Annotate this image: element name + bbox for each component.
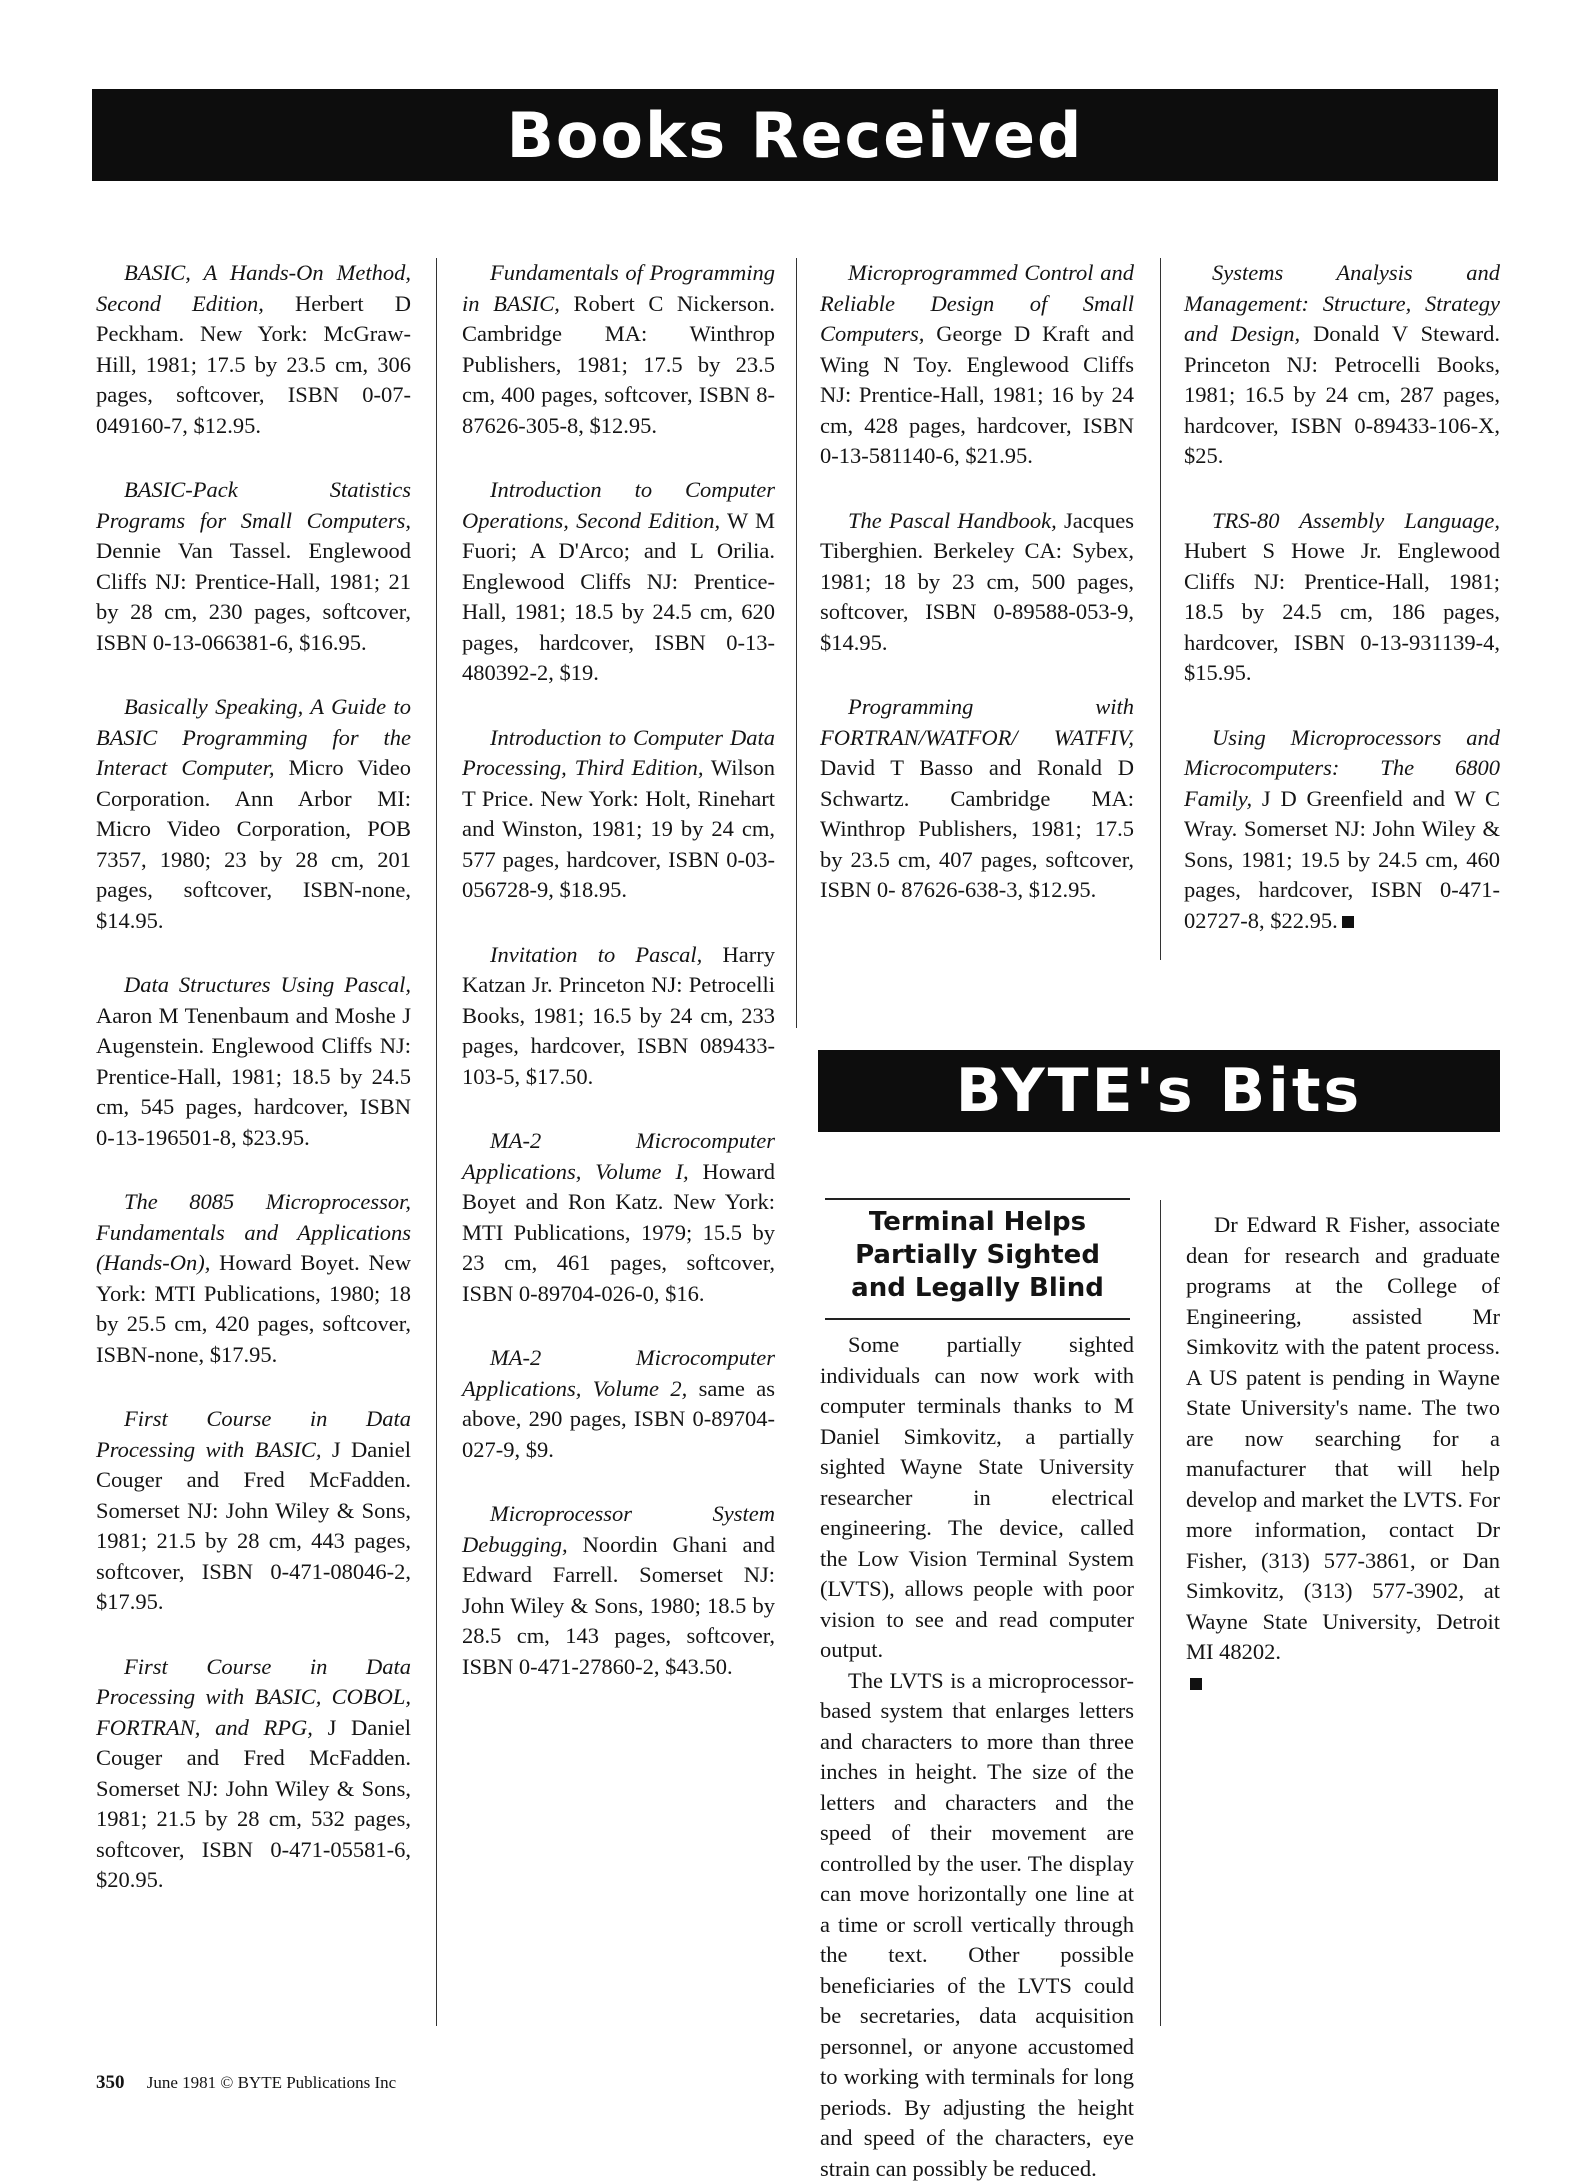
- book-entry: Programming with FORTRAN/WATFOR/ WATFIV, David T Basso and Ronald D Schwartz. Cambridge MA: Winthrop Publishers, 1981; 17.5 by 23.5 cm, 407 pages, softcover, ISBN 0- 87626-638-3, $12.95.: [820, 692, 1134, 906]
- column-rule: [436, 258, 437, 2026]
- article-column-2: [1186, 1210, 1500, 2030]
- books-column-3: [820, 258, 1134, 940]
- books-column-2: [462, 228, 775, 1716]
- section-title: BYTE's Bits: [956, 1056, 1362, 1126]
- footer-credit: June 1981 © BYTE Publications Inc: [147, 2073, 396, 2092]
- book-entry: MA-2 Microcomputer Applications, Volume I, Howard Boyet and Ron Katz. New York: MTI Publications, 1979; 15.5 by 23 cm, 461 pages, softcover, ISBN 0-89704-026-0, $16.: [462, 1126, 775, 1309]
- book-entry: Introduction to Computer Data Processing, Third Edition, Wilson T Price. New York: Holt, Rinehart and Winston, 1981; 19 by 24 cm, 577 pages, hardcover, ISBN 0-03-056728-9, $18.95.: [462, 723, 775, 906]
- book-entry: The Pascal Handbook, Jacques Tiberghien. Berkeley CA: Sybex, 1981; 18 by 23 cm, 500 pages, softcover, ISBN 0-89588-053-9, $14.95.: [820, 506, 1134, 659]
- article-paragraph: Some partially sighted individuals can now work with computer terminals thanks to M Daniel Simkovitz, a partially sighted Wayne State University researcher in electrical engineering. The device, called the Low Vision Terminal System (LVTS), allows people with poor vision to see and read computer output.: [820, 1330, 1134, 1666]
- book-entry: BASIC, A Hands-On Method, Second Edition, Herbert D Peckham. New York: McGraw-Hill, 1981; 17.5 by 23.5 cm, 306 pages, softcover, ISBN 0-07-049160-7, $12.95.: [96, 258, 411, 441]
- book-entry: Microprocessor System Debugging, Noordin Ghani and Edward Farrell. Somerset NJ: John Wiley & Sons, 1980; 18.5 by 28.5 cm, 143 pages, softcover, ISBN 0-471-27860-2, $43.50.: [462, 1499, 775, 1682]
- book-entry: TRS-80 Assembly Language, Hubert S Howe Jr. Englewood Cliffs NJ: Prentice-Hall, 1981; 18.5 by 24.5 cm, 186 pages, hardcover, ISBN 0-13-931139-4, $15.95.: [1184, 506, 1500, 689]
- headline-rule-bottom: [825, 1318, 1130, 1320]
- article-paragraph: Dr Edward R Fisher, associate dean for research and graduate programs at the College of Engineering, assisted Mr Simkovitz with the patent process. A US patent is pending in Wayne State University's name. The two are now searching for a manufacturer that will help develop and market the LVTS. For more information, contact Dr Fisher, (313) 577-3861, or Dan Simkovitz, (313) 577-3902, at Wayne State University, Detroit MI 48202.: [1186, 1210, 1500, 1668]
- column-rule: [796, 258, 797, 1028]
- article-paragraph: The LVTS is a microprocessor-based system that enlarges letters and characters to more than three inches in height. The size of the letters and characters and the speed of their movement are controlled by the user. The display can move horizontally one line at a time or scroll vertically through the text. Other possible beneficiaries of the LVTS could be secretaries, data acquisition personnel, or anyone accustomed to working with terminals for long periods. By adjusting the height and speed of the characters, eye strain can possibly be reduced.: [820, 1666, 1134, 2184]
- books-column-4: [1184, 258, 1500, 970]
- end-mark-icon: [1190, 1678, 1202, 1690]
- page-footer: [96, 2072, 396, 2094]
- book-entry: Data Structures Using Pascal, Aaron M Tenenbaum and Moshe J Augenstein. Englewood Cliffs NJ: Prentice-Hall, 1981; 18.5 by 24.5 cm, 545 pages, hardcover, ISBN 0-13-196501-8, $23.95.: [96, 970, 411, 1153]
- books-column-1: [96, 258, 411, 1930]
- book-entry: BASIC-Pack Statistics Programs for Small Computers, Dennie Van Tassel. Englewood Cliffs NJ: Prentice-Hall, 1981; 21 by 28 cm, 230 pages, softcover, ISBN 0-13-066381-6, $16.95.: [96, 475, 411, 658]
- page-number: 350: [96, 2072, 125, 2093]
- section-title: Books Received: [507, 99, 1084, 172]
- end-mark-icon: [1342, 916, 1354, 928]
- article-column-1: [820, 1330, 1134, 2030]
- book-entry: First Course in Data Processing with BASIC, COBOL, FORTRAN, and RPG, J Daniel Couger and Fred McFadden. Somerset NJ: John Wiley & Sons, 1981; 21.5 by 28 cm, 532 pages, softcover, ISBN 0-471-05581-6, $20.95.: [96, 1652, 411, 1896]
- book-entry: Introduction to Computer Operations, Second Edition, W M Fuori; A D'Arco; and L Orilia. Englewood Cliffs NJ: Prentice-Hall, 1981; 18.5 by 24.5 cm, 620 pages, hardcover, ISBN 0-13-480392-2, $19.: [462, 475, 775, 689]
- bytes-bits-banner: [818, 1050, 1500, 1132]
- book-entry: MA-2 Microcomputer Applications, Volume 2, same as above, 290 pages, ISBN 0-89704-027-9, $9.: [462, 1343, 775, 1465]
- book-entry: Using Microprocessors and Microcomputers: The 6800 Family, J D Greenfield and W C Wray. Somerset NJ: John Wiley & Sons, 1981; 19.5 by 24.5 cm, 460 pages, hardcover, ISBN 0-471-02727-8, $22.95.: [1184, 723, 1500, 937]
- book-entry: The 8085 Microprocessor, Fundamentals and Applications (Hands-On), Howard Boyet. New York: MTI Publications, 1980; 18 by 25.5 cm, 420 pages, softcover, ISBN-none, $17.95.: [96, 1187, 411, 1370]
- book-entry: Systems Analysis and Management: Structure, Strategy and Design, Donald V Steward. Princeton NJ: Petrocelli Books, 1981; 16.5 by 24 cm, 287 pages, hardcover, ISBN 0-89433-106-X, $25.: [1184, 258, 1500, 472]
- column-rule: [1160, 258, 1161, 960]
- book-entry: Invitation to Pascal, Harry Katzan Jr. Princeton NJ: Petrocelli Books, 1981; 16.5 by 24 cm, 233 pages, hardcover, ISBN 089433-103-5, $17.50.: [462, 940, 775, 1093]
- books-received-banner: [92, 89, 1498, 181]
- headline-rule-top: [825, 1198, 1130, 1200]
- book-entry: First Course in Data Processing with BASIC, J Daniel Couger and Fred McFadden. Somerset NJ: John Wiley & Sons, 1981; 21.5 by 28 cm, 443 pages, softcover, ISBN 0-471-08046-2, $17.95.: [96, 1404, 411, 1618]
- book-entry: Basically Speaking, A Guide to BASIC Programming for the Interact Computer, Micro Video Corporation. Ann Arbor MI: Micro Video Corporation, POB 7357, 1980; 23 by 28 cm, 201 pages, softcover, ISBN-none, $14.95.: [96, 692, 411, 936]
- book-entry: Microprogrammed Control and Reliable Design of Small Computers, George D Kraft and Wing N Toy. Englewood Cliffs NJ: Prentice-Hall, 1981; 16 by 24 cm, 428 pages, hardcover, ISBN 0-13-581140-6, $21.95.: [820, 258, 1134, 472]
- column-rule: [1160, 1200, 1161, 2026]
- article-headline: Terminal Helps Partially Sighted and Legally Blind: [825, 1206, 1130, 1305]
- book-entry: Fundamentals of Programming in BASIC, Robert C Nickerson. Cambridge MA: Winthrop Publishers, 1981; 17.5 by 23.5 cm, 400 pages, softcover, ISBN 8-87626-305-8, $12.95.: [462, 258, 775, 441]
